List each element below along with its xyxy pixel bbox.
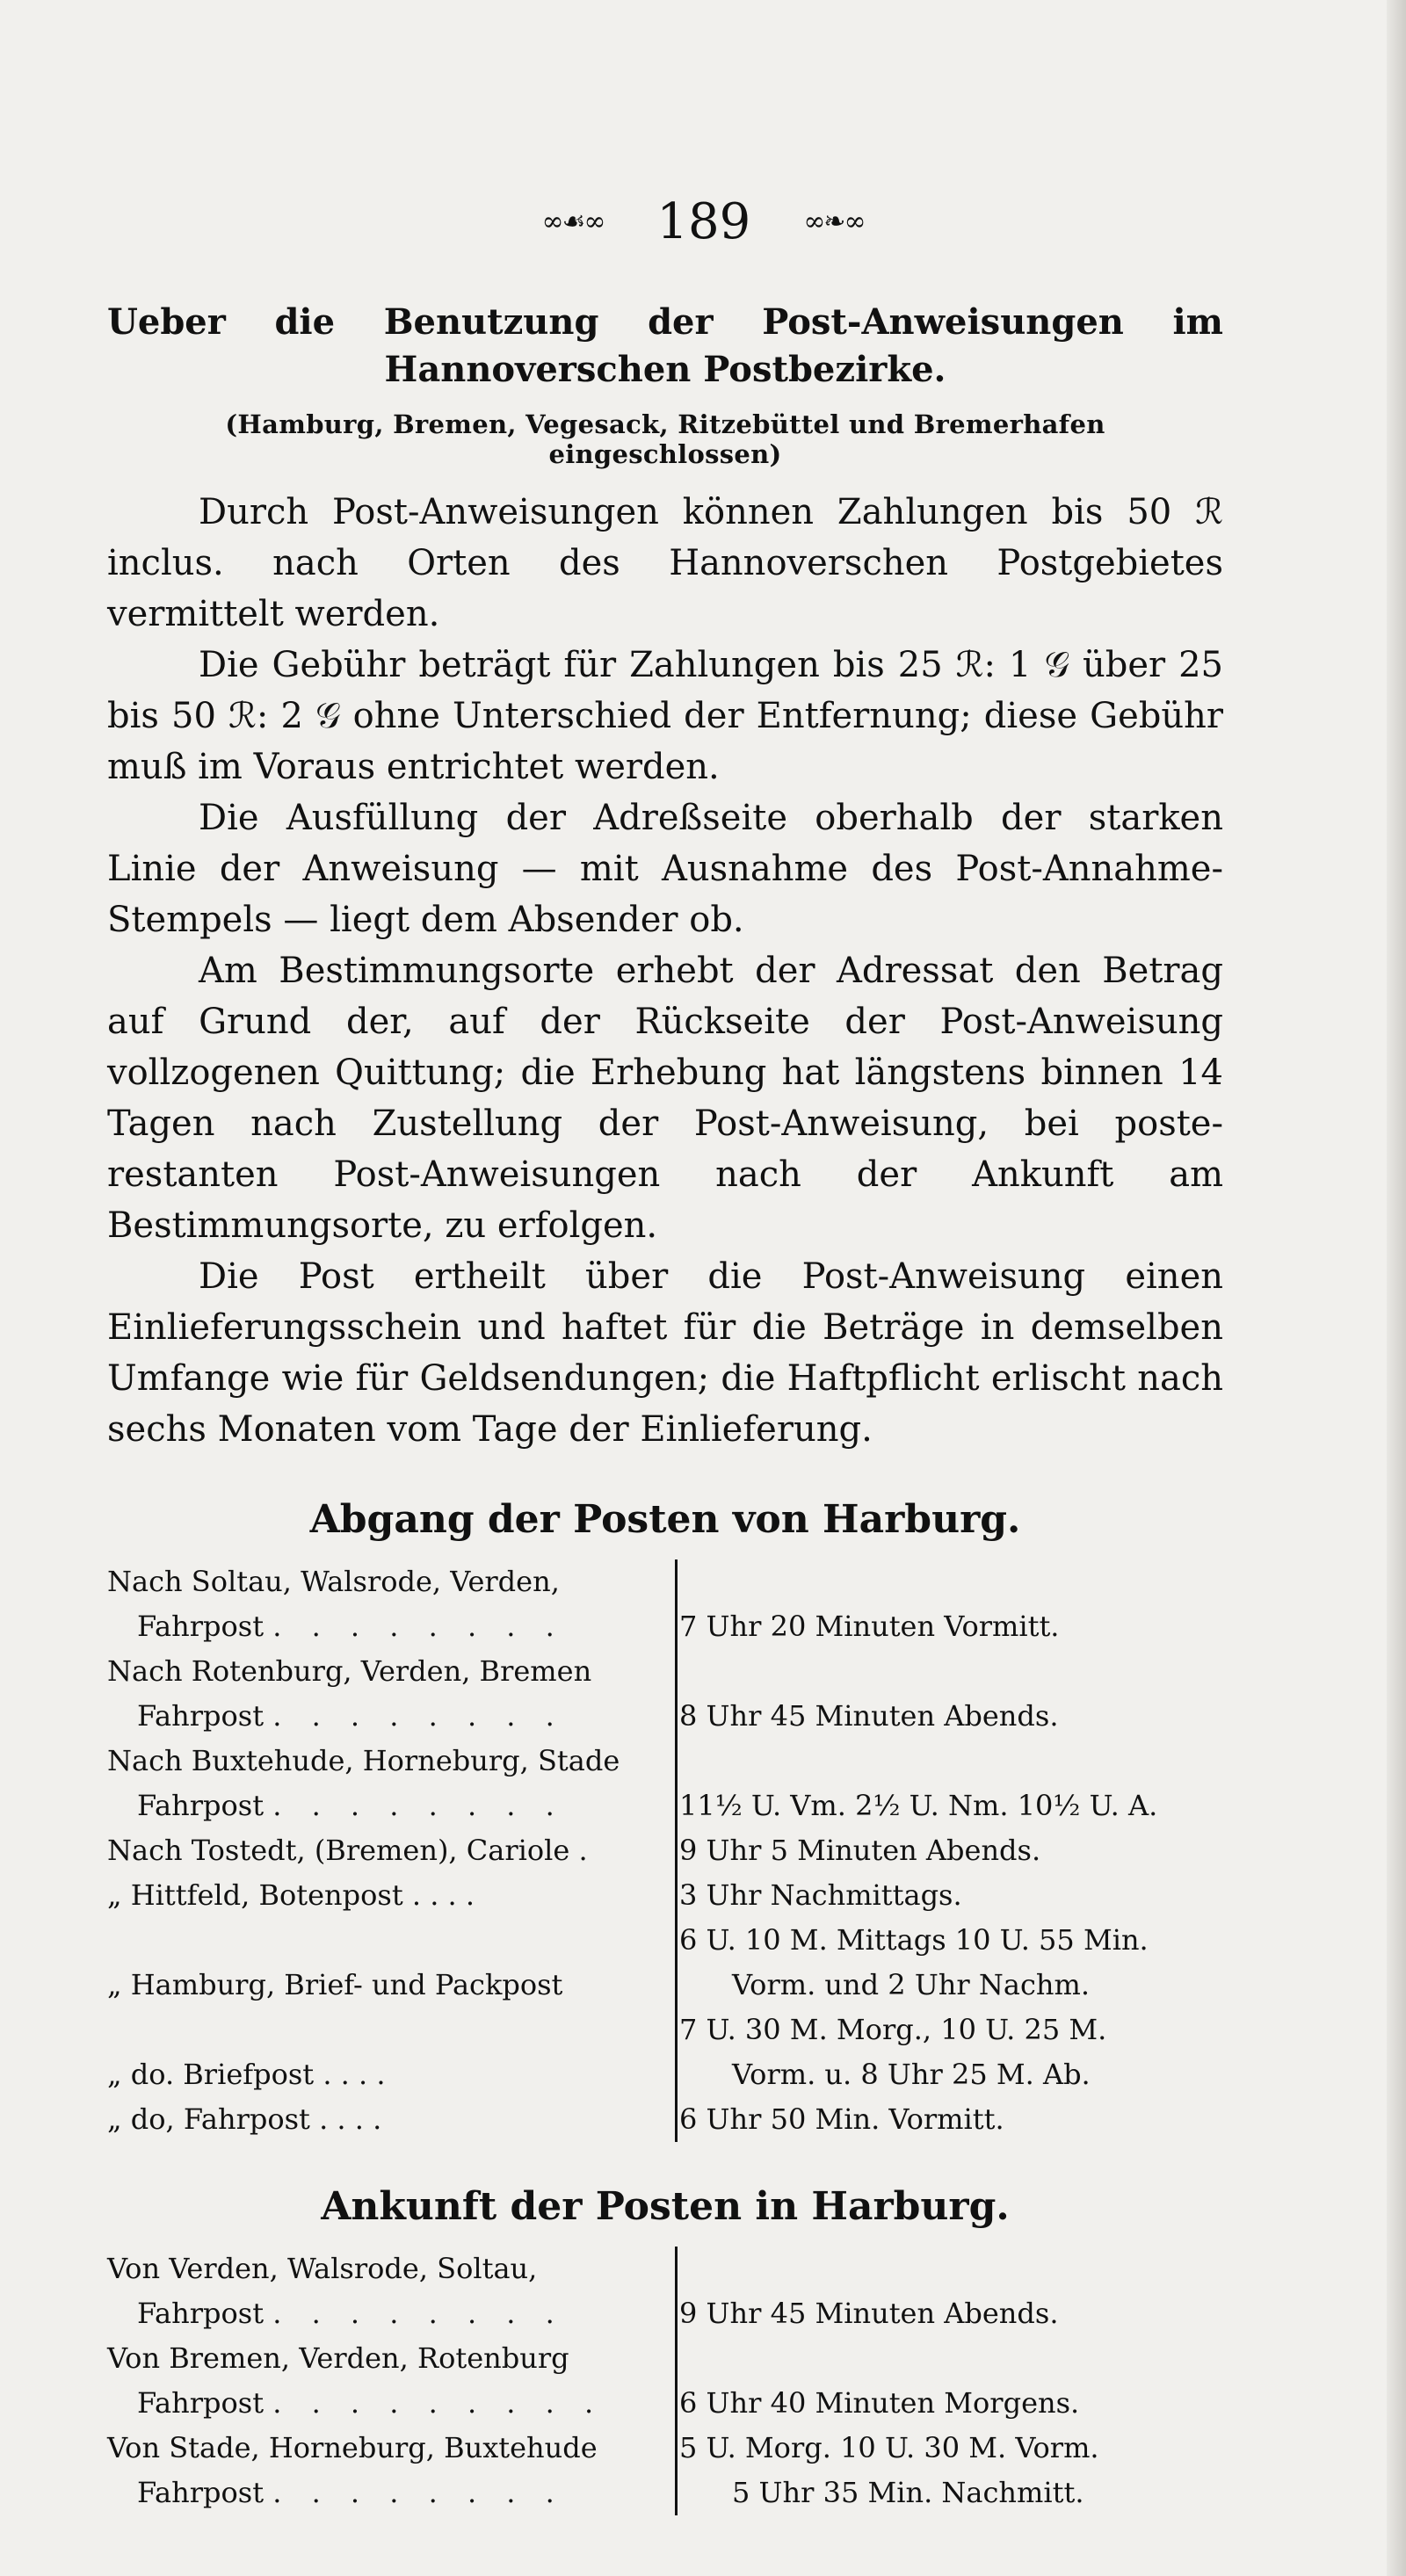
route-cell (107, 1649, 677, 1739)
route-type (107, 1784, 675, 1828)
route-text: Nach Buxtehude, Horneburg, Stade (107, 1744, 620, 1777)
time-text-continued: Vorm. u. 8 Uhr 25 M. Ab. (732, 2058, 1091, 2091)
departures-title: Abgang der Posten von Harburg. (309, 1497, 1021, 1542)
page-content (107, 299, 1223, 2515)
schedule-row (107, 2097, 1223, 2142)
time-cell (679, 1739, 1223, 1828)
route-cell (107, 1828, 677, 1873)
time-text: 6 U. 10 M. Mittags 10 U. 55 Min. (679, 1923, 1149, 1957)
route-cell (107, 1918, 677, 2008)
post-type: Fahrpost (137, 1699, 265, 1733)
route-text: Von Verden, Walsrode, Soltau, (107, 2252, 538, 2285)
time-text: 7 Uhr 20 Minuten Vormitt. (679, 1610, 1060, 1643)
schedule-row (107, 2426, 1223, 2515)
route-type (107, 2381, 675, 2426)
time-text-continued: 5 Uhr 35 Min. Nachmitt. (732, 2476, 1084, 2509)
paragraph: Die Gebühr beträgt für Zahlungen bis 25 ℛ: 1 𝒢 über 25 bis 50 ℛ: 2 𝒢 ohne Unterschied der Entfernung; diese Gebühr muß im Voraus entrichtet werden. (107, 645, 1223, 787)
leader-dots: . . . . . . . . (272, 2476, 565, 2509)
route-cell (107, 2247, 677, 2336)
time-cell (679, 2097, 1223, 2142)
paragraph: Die Post ertheilt über die Post-Anweisung einen Einlieferungsschein und haftet für die Beträge in demselben Umfange wie für Geldsendungen; die Haftpflicht erlischt nach sechs Monaten vom Tage der Einlieferung. (107, 1256, 1223, 1450)
route-text: „ Hamburg, Brief- und Packpost (107, 1968, 563, 2001)
route-type (107, 2471, 675, 2515)
time-cell (679, 2336, 1223, 2426)
page-edge-shadow (1387, 0, 1406, 2576)
route-cell (107, 2008, 677, 2097)
schedule-row (107, 1739, 1223, 1828)
paragraph: Die Ausfüllung der Adreßseite oberhalb der starken Linie der Anweisung — mit Ausnahme des Post-Annahme-Stempels — liegt dem Absender ob. (107, 798, 1223, 940)
route-type (107, 1694, 675, 1739)
paragraph: Durch Post-Anweisungen können Zahlungen bis 50 ℛ inclus. nach Orten des Hannoverschen Postgebietes vermittelt werden. (107, 492, 1223, 634)
schedule-row (107, 2008, 1223, 2097)
left-ornament: ∞☙∞ (541, 206, 605, 237)
route-text: Von Stade, Horneburg, Buxtehude (107, 2431, 598, 2464)
time-cell (679, 2008, 1223, 2097)
route-cell (107, 1559, 677, 1649)
time-cell (679, 1649, 1223, 1739)
schedule-row (107, 2336, 1223, 2426)
schedule-row (107, 2247, 1223, 2336)
route-type (107, 1604, 675, 1649)
schedule-row (107, 1918, 1223, 2008)
time-text: 8 Uhr 45 Minuten Abends. (679, 1699, 1059, 1733)
arrivals-title: Ankunft der Posten in Harburg. (321, 2184, 1010, 2229)
leader-dots: . . . . . . . . (272, 1610, 565, 1643)
paragraph: Am Bestimmungsorte erhebt der Adressat den Betrag auf Grund der, auf der Rückseite der Post-Anweisung vollzogenen Quittung; die Erhebung hat längstens binnen 14 Tagen nach Zustellung der Post-Anweisung, bei poste-restanten Post-Anweisungen nach der Ankunft am Bestimmungsorte, zu erfolgen. (107, 951, 1223, 1246)
route-text: Nach Soltau, Walsrode, Verden, (107, 1565, 560, 1598)
schedule-row (107, 1828, 1223, 1873)
time-cell (679, 1828, 1223, 1873)
time-text: 3 Uhr Nachmittags. (679, 1878, 962, 1912)
time-text: 9 Uhr 45 Minuten Abends. (679, 2297, 1059, 2330)
schedule-row (107, 1559, 1223, 1649)
time-text: 11½ U. Vm. 2½ U. Nm. 10½ U. A. (679, 1789, 1158, 1822)
route-cell (107, 2336, 677, 2426)
route-cell (107, 1873, 677, 1918)
time-text: 5 U. Morg. 10 U. 30 M. Vorm. (679, 2431, 1099, 2464)
time-cell (679, 2247, 1223, 2336)
departures-table (107, 1559, 1223, 2142)
arrivals-table (107, 2247, 1223, 2515)
time-text: 9 Uhr 5 Minuten Abends. (679, 1834, 1041, 1867)
route-type (107, 2291, 675, 2336)
post-type: Fahrpost (137, 2297, 265, 2330)
leader-dots: . . . . . . . . (272, 1789, 565, 1822)
route-text: „ do, Fahrpost . . . . (107, 2102, 382, 2136)
post-type: Fahrpost (137, 2386, 265, 2420)
route-text: Nach Rotenburg, Verden, Bremen (107, 1654, 592, 1688)
schedule-row (107, 1873, 1223, 1918)
route-text: Nach Tostedt, (Bremen), Cariole . (107, 1834, 588, 1867)
time-cell (679, 1918, 1223, 2008)
time-cell (679, 1873, 1223, 1918)
time-cell (679, 2426, 1223, 2515)
article-title: Ueber die Benutzung der Post-Anweisungen im Hannoverschen Postbezirke. (107, 301, 1223, 390)
leader-dots: . . . . . . . . (272, 2297, 565, 2330)
route-text: Von Bremen, Verden, Rotenburg (107, 2341, 569, 2375)
page-header (0, 192, 1406, 250)
time-text: 6 Uhr 50 Min. Vormitt. (679, 2102, 1004, 2136)
route-cell (107, 1739, 677, 1828)
article-subtitle: (Hamburg, Bremen, Vegesack, Ritzebüttel und Bremerhafen eingeschlossen) (225, 409, 1105, 469)
route-text: „ Hittfeld, Botenpost . . . . (107, 1878, 475, 1912)
time-text: 7 U. 30 M. Morg., 10 U. 25 M. (679, 2013, 1107, 2046)
schedule-row (107, 1649, 1223, 1739)
time-text: 6 Uhr 40 Minuten Morgens. (679, 2386, 1080, 2420)
time-text-continued: Vorm. und 2 Uhr Nachm. (732, 1968, 1090, 2001)
post-type: Fahrpost (137, 2476, 265, 2509)
route-cell (107, 2097, 677, 2142)
route-text: „ do. Briefpost . . . . (107, 2058, 386, 2091)
post-type: Fahrpost (137, 1789, 265, 1822)
post-type: Fahrpost (137, 1610, 265, 1643)
paragraphs (107, 487, 1223, 1455)
route-cell (107, 2426, 677, 2515)
leader-dots: . . . . . . . . . (272, 2386, 605, 2420)
leader-dots: . . . . . . . . (272, 1699, 565, 1733)
page-number: 189 (656, 192, 751, 250)
time-cell (679, 1559, 1223, 1649)
right-ornament: ∞❧∞ (803, 206, 865, 237)
